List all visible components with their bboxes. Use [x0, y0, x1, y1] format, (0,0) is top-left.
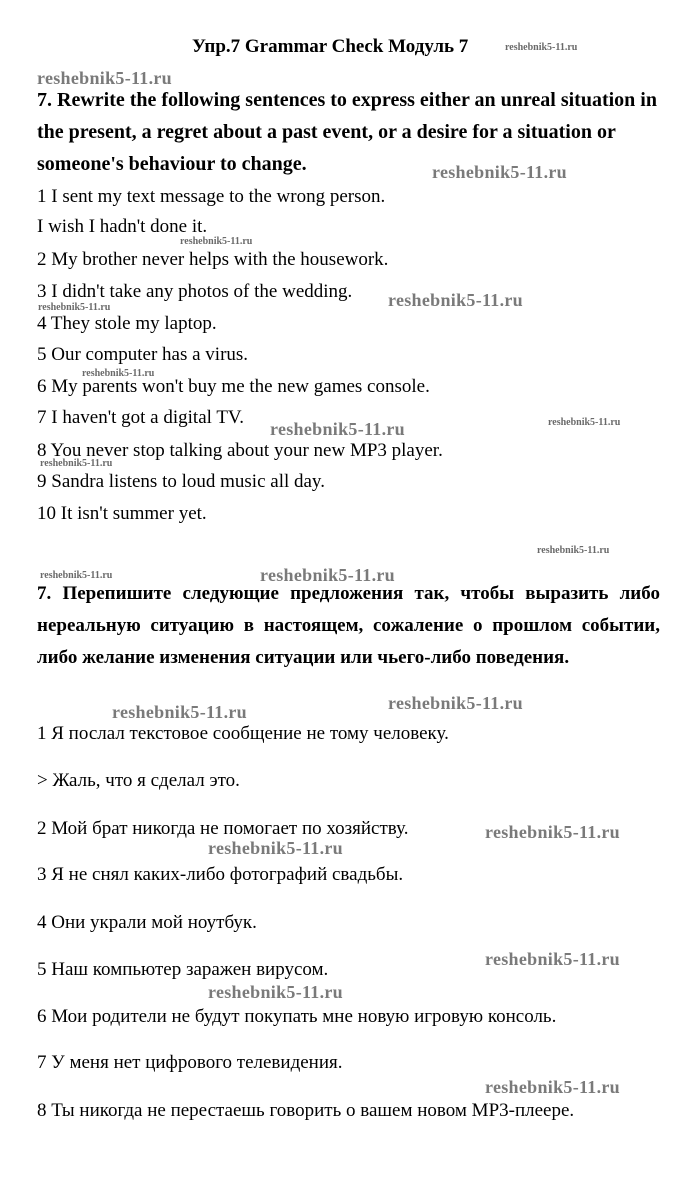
watermark: reshebnik5-11.ru [432, 162, 567, 182]
watermark: reshebnik5-11.ru [260, 565, 395, 585]
watermark: reshebnik5-11.ru [388, 693, 523, 713]
watermark: reshebnik5-11.ru [180, 236, 253, 247]
watermark: reshebnik5-11.ru [537, 545, 610, 556]
watermark: reshebnik5-11.ru [112, 702, 247, 722]
sentence-en-1-answer: I wish I hadn't done it. [37, 216, 208, 237]
watermark: reshebnik5-11.ru [38, 302, 111, 313]
sentence-ru-2: 2 Мой брат никогда не помогает по хозяйству. [37, 818, 409, 839]
sentence-en-8: 8 You never stop talking about your new MP3 player. [37, 440, 443, 461]
sentence-ru-5: 5 Наш компьютер заражен вирусом. [37, 959, 329, 980]
sentence-en-9: 9 Sandra listens to loud music all day. [37, 471, 325, 492]
watermark: reshebnik5-11.ru [270, 419, 405, 439]
watermark: reshebnik5-11.ru [40, 458, 113, 469]
sentence-en-5: 5 Our computer has a virus. [37, 344, 249, 365]
watermark: reshebnik5-11.ru [485, 822, 620, 842]
watermark: reshebnik5-11.ru [485, 949, 620, 969]
sentence-en-10: 10 It isn't summer yet. [37, 503, 207, 524]
sentence-en-1: 1 I sent my text message to the wrong person. [37, 186, 386, 207]
sentence-en-4: 4 They stole my laptop. [37, 313, 217, 334]
watermark: reshebnik5-11.ru [485, 1077, 620, 1097]
watermark: reshebnik5-11.ru [82, 368, 155, 379]
task-instruction-ru: 7. Перепишите следующие предложения так, чтобы выразить либо нереальную ситуацию в настоящем, сожаление о прошлом событии, либо желание изменения ситуации или чьего-либо поведения. [37, 583, 660, 668]
sentence-ru-1: 1 Я послал текстовое сообщение не тому человеку. [37, 723, 449, 744]
sentence-en-3: 3 I didn't take any photos of the wedding. [37, 281, 353, 302]
sentence-en-2: 2 My brother never helps with the housework. [37, 249, 389, 270]
page-title: Упр.7 Grammar Check Модуль 7 [192, 36, 469, 57]
watermark: reshebnik5-11.ru [208, 982, 343, 1002]
sentence-ru-1-answer: > Жаль, что я сделал это. [37, 770, 240, 791]
sentence-ru-8: 8 Ты никогда не перестаешь говорить о вашем новом MP3-плеере. [37, 1100, 575, 1121]
watermark: reshebnik5-11.ru [505, 42, 578, 53]
watermark: reshebnik5-11.ru [388, 290, 523, 310]
sentence-ru-6: 6 Мои родители не будут покупать мне новую игровую консоль. [37, 1006, 557, 1027]
task-instruction-en: 7. Rewrite the following sentences to express either an unreal situation in the present, a regret about a past event, or a desire for a situation or someone's behaviour to change. [37, 89, 657, 175]
sentence-ru-3: 3 Я не снял каких-либо фотографий свадьбы. [37, 864, 404, 885]
sentence-ru-4: 4 Они украли мой ноутбук. [37, 912, 257, 933]
watermark: reshebnik5-11.ru [37, 68, 172, 88]
watermark: reshebnik5-11.ru [548, 417, 621, 428]
sentence-en-7: 7 I haven't got a digital TV. [37, 407, 244, 428]
sentence-en-6: 6 My parents won't buy me the new games console. [37, 376, 430, 397]
sentence-ru-7: 7 У меня нет цифрового телевидения. [37, 1052, 343, 1073]
watermark: reshebnik5-11.ru [208, 838, 343, 858]
watermark: reshebnik5-11.ru [40, 570, 113, 581]
